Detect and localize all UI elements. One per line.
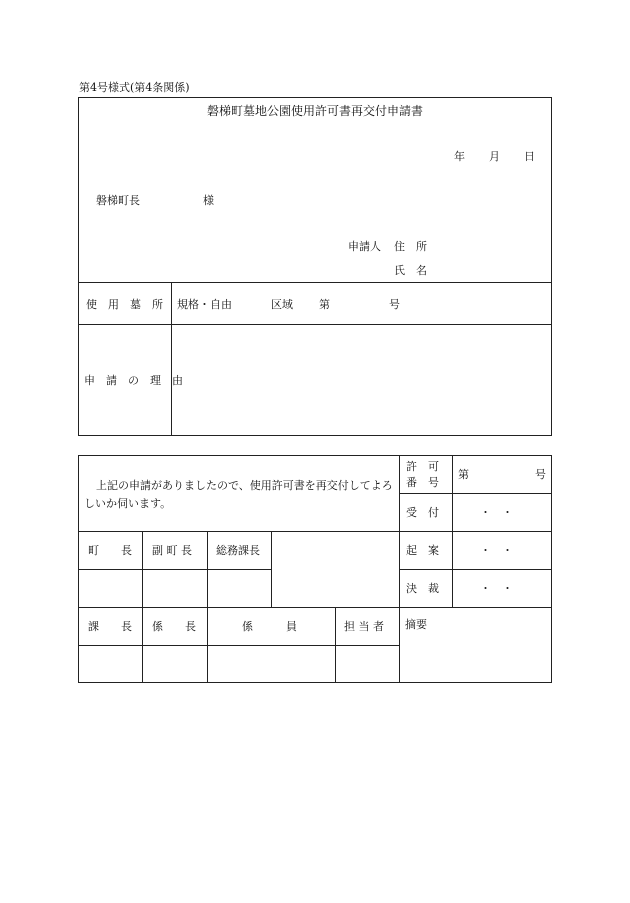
divider: [78, 324, 552, 325]
role-mayor: 町 長: [88, 544, 132, 557]
divider: [452, 455, 453, 607]
divider: [399, 569, 552, 570]
date-day: 日: [524, 150, 535, 163]
role-deputy-mayor: 副 町 長: [152, 544, 192, 557]
permit-no-prefix: 第: [458, 468, 469, 481]
role-subsection-chief: 係 長: [152, 620, 196, 633]
received-date: ・ ・: [480, 506, 513, 519]
permit-no-label-top: 許 可: [406, 460, 439, 473]
grave-number-prefix: 第: [319, 298, 330, 311]
divider: [78, 531, 552, 532]
divider: [271, 531, 272, 607]
applicant-label: 申請人: [348, 240, 381, 253]
divider: [78, 569, 271, 570]
role-staff: 係 員: [242, 620, 297, 633]
grave-label: 使 用 墓 所: [86, 298, 163, 311]
divider: [207, 531, 208, 683]
drafted-label: 起 案: [406, 544, 439, 557]
role-general-affairs-chief: 総務課長: [216, 544, 260, 557]
applicant-address-label: 住 所: [394, 240, 427, 253]
grave-type: 規格・自由: [177, 298, 232, 311]
divider: [78, 645, 399, 646]
drafted-date: ・ ・: [480, 544, 513, 557]
applicant-name-label: 氏 名: [394, 264, 427, 277]
divider: [335, 607, 336, 683]
divider: [78, 282, 552, 283]
addressee-mayor: 磐梯町長: [96, 194, 140, 207]
decided-date: ・ ・: [480, 582, 513, 595]
divider: [142, 531, 143, 683]
decided-label: 決 裁: [406, 582, 439, 595]
permit-no-label-bottom: 番 号: [406, 476, 439, 489]
permit-no-suffix: 号: [535, 468, 546, 481]
grave-number-suffix: 号: [389, 298, 400, 311]
approval-statement: 上記の申請がありましたので、使用許可書を再交付してよろしいか伺います。: [84, 479, 393, 510]
date-month: 月: [489, 150, 500, 163]
divider: [171, 282, 172, 436]
addressee-honorific: 様: [203, 194, 214, 207]
received-label: 受 付: [406, 506, 439, 519]
divider: [399, 493, 552, 494]
grave-section: 区域: [271, 298, 293, 311]
divider: [78, 607, 552, 608]
form-title: 磐梯町墓地公園使用許可書再交付申請書: [207, 104, 424, 118]
role-section-chief: 課 長: [88, 620, 132, 633]
divider: [399, 455, 400, 683]
summary-label: 摘要: [405, 618, 427, 631]
reason-label: 申 請 の 理 由: [84, 374, 183, 387]
role-person-in-charge: 担 当 者: [344, 620, 384, 633]
form-number: 第4号様式(第4条関係): [79, 81, 190, 94]
date-year: 年: [454, 150, 465, 163]
